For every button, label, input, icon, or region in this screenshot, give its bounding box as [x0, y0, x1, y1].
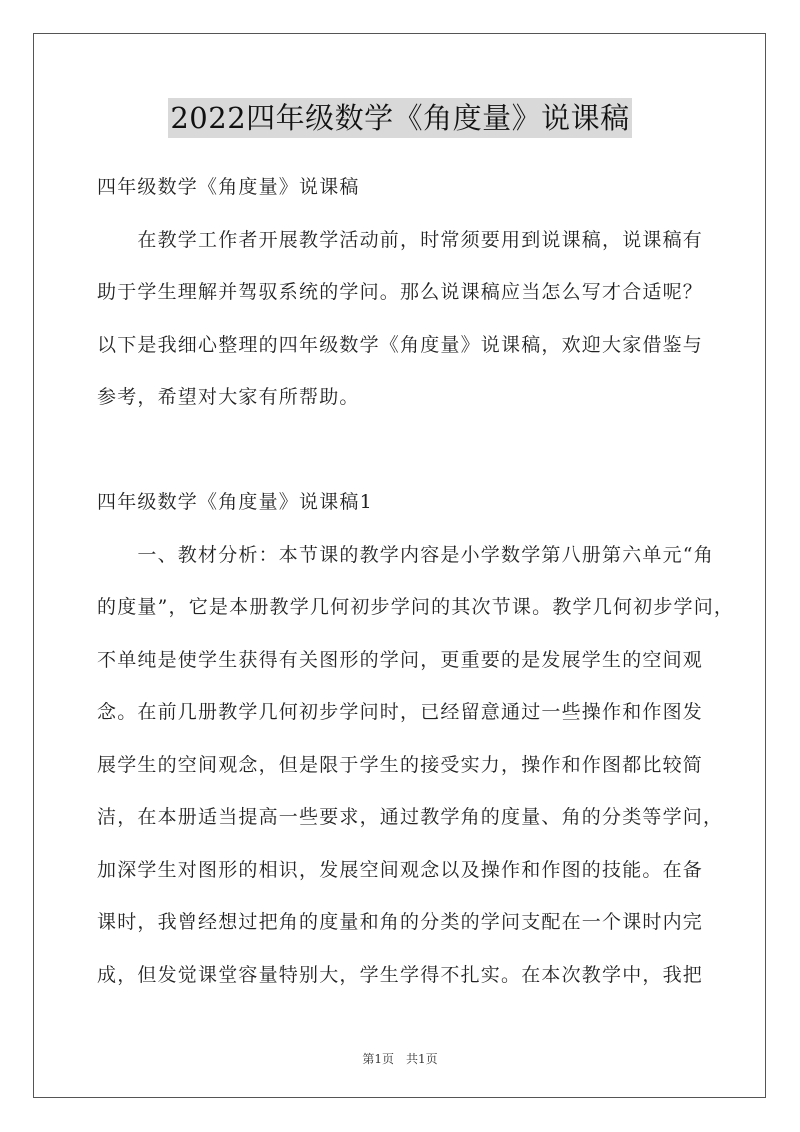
title-wrapper — [0, 98, 800, 138]
page-footer: 第1页 共1页 — [362, 1052, 438, 1066]
paragraph-line: 展学生的空间观念，但是限于学生的接受实力，操作和作图都比较简 — [97, 754, 704, 776]
subtitle-line: 四年级数学《角度量》说课稿 — [97, 176, 360, 198]
document-title: 2022四年级数学《角度量》说课稿 — [168, 98, 631, 138]
paragraph-line: 参考，希望对大家有所帮助。 — [97, 386, 360, 408]
paragraph-line: 念。在前几册教学几何初步学问时，已经留意通过一些操作和作图发 — [97, 701, 704, 723]
paragraph-line: 不单纯是使学生获得有关图形的学问，更重要的是发展学生的空间观 — [97, 649, 704, 671]
paragraph-line: 课时，我曾经想过把角的度量和角的分类的学问支配在一个课时内完 — [97, 911, 704, 933]
paragraph-line: 加深学生对图形的相识，发展空间观念以及操作和作图的技能。在备 — [97, 859, 704, 881]
paragraph-line: 以下是我细心整理的四年级数学《角度量》说课稿，欢迎大家借鉴与 — [97, 334, 704, 356]
paragraph-line: 洁，在本册适当提高一些要求，通过教学角的度量、角的分类等学问， — [97, 806, 724, 828]
paragraph-line: 在教学工作者开展教学活动前，时常须要用到说课稿，说课稿有 — [97, 229, 704, 251]
paragraph-line: 助于学生理解并驾驭系统的学问。那么说课稿应当怎么写才合适呢？ — [97, 281, 704, 303]
paragraph-line: 成，但发觉课堂容量特别大，学生学得不扎实。在本次教学中，我把 — [97, 964, 704, 986]
paragraph-line: 的度量”，它是本册教学几何初步学问的其次节课。教学几何初步学问， — [97, 596, 735, 618]
section-heading: 四年级数学《角度量》说课稿1 — [97, 491, 373, 513]
paragraph-line: 一、教材分析：本节课的教学内容是小学数学第八册第六单元“角 — [97, 544, 714, 566]
